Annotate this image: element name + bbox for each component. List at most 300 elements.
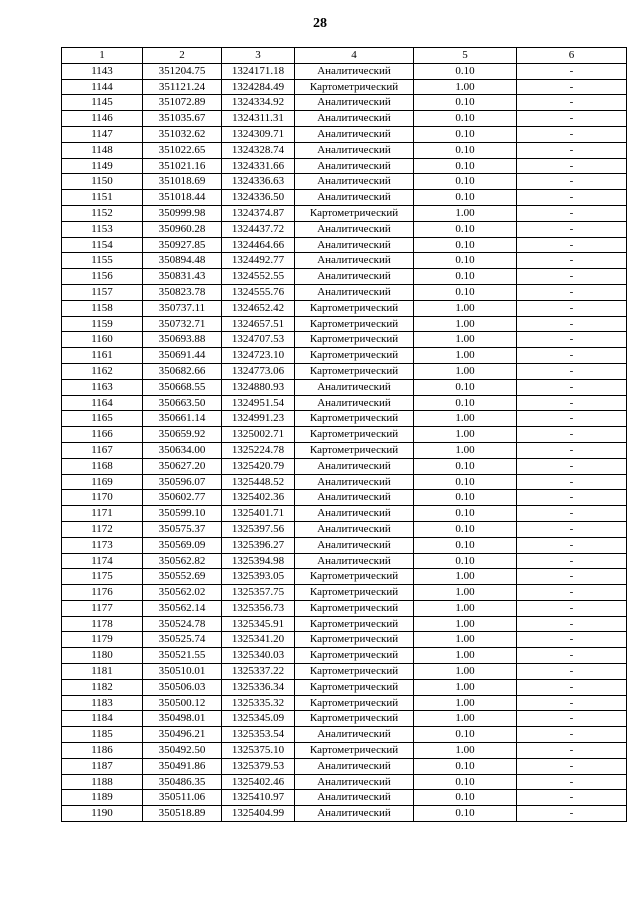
method-cell: Картометрический <box>295 300 414 316</box>
note-cell: - <box>517 806 627 822</box>
note-cell: - <box>517 126 627 142</box>
x-coordinate-cell: 351018.69 <box>143 174 222 190</box>
x-coordinate-cell: 350927.85 <box>143 237 222 253</box>
note-cell: - <box>517 300 627 316</box>
accuracy-cell: 1.00 <box>414 664 517 680</box>
accuracy-cell: 0.10 <box>414 506 517 522</box>
table-row <box>62 142 627 158</box>
point-number-cell: 1184 <box>62 711 143 727</box>
table-row <box>62 774 627 790</box>
note-cell: - <box>517 664 627 680</box>
method-cell: Картометрический <box>295 632 414 648</box>
note-cell: - <box>517 458 627 474</box>
x-coordinate-cell: 350596.07 <box>143 474 222 490</box>
note-cell: - <box>517 569 627 585</box>
table-header-row <box>62 48 627 64</box>
method-cell: Аналитический <box>295 506 414 522</box>
method-cell: Картометрический <box>295 442 414 458</box>
method-cell: Картометрический <box>295 616 414 632</box>
note-cell: - <box>517 237 627 253</box>
x-coordinate-cell: 350960.28 <box>143 221 222 237</box>
method-cell: Аналитический <box>295 174 414 190</box>
point-number-cell: 1183 <box>62 695 143 711</box>
note-cell: - <box>517 616 627 632</box>
accuracy-cell: 1.00 <box>414 679 517 695</box>
accuracy-cell: 0.10 <box>414 806 517 822</box>
accuracy-cell: 1.00 <box>414 632 517 648</box>
y-coordinate-cell: 1325379.53 <box>222 758 295 774</box>
y-coordinate-cell: 1325002.71 <box>222 427 295 443</box>
x-coordinate-cell: 351032.62 <box>143 126 222 142</box>
table-row <box>62 632 627 648</box>
x-coordinate-cell: 351204.75 <box>143 63 222 79</box>
y-coordinate-cell: 1324309.71 <box>222 126 295 142</box>
accuracy-cell: 0.10 <box>414 63 517 79</box>
table-row <box>62 569 627 585</box>
note-cell: - <box>517 553 627 569</box>
x-coordinate-cell: 350691.44 <box>143 348 222 364</box>
point-number-cell: 1182 <box>62 679 143 695</box>
note-cell: - <box>517 363 627 379</box>
y-coordinate-cell: 1325337.22 <box>222 664 295 680</box>
y-coordinate-cell: 1325420.79 <box>222 458 295 474</box>
point-number-cell: 1173 <box>62 537 143 553</box>
y-coordinate-cell: 1325335.32 <box>222 695 295 711</box>
x-coordinate-cell: 350492.50 <box>143 743 222 759</box>
y-coordinate-cell: 1324284.49 <box>222 79 295 95</box>
method-cell: Аналитический <box>295 111 414 127</box>
note-cell: - <box>517 490 627 506</box>
accuracy-cell: 1.00 <box>414 585 517 601</box>
note-cell: - <box>517 585 627 601</box>
accuracy-cell: 0.10 <box>414 126 517 142</box>
method-cell: Аналитический <box>295 521 414 537</box>
accuracy-cell: 0.10 <box>414 269 517 285</box>
point-number-cell: 1157 <box>62 284 143 300</box>
method-cell: Аналитический <box>295 553 414 569</box>
accuracy-cell: 0.10 <box>414 253 517 269</box>
method-cell: Картометрический <box>295 348 414 364</box>
accuracy-cell: 0.10 <box>414 774 517 790</box>
column-header: 6 <box>517 48 627 64</box>
x-coordinate-cell: 350732.71 <box>143 316 222 332</box>
note-cell: - <box>517 174 627 190</box>
column-header: 2 <box>143 48 222 64</box>
accuracy-cell: 1.00 <box>414 616 517 632</box>
x-coordinate-cell: 350569.09 <box>143 537 222 553</box>
point-number-cell: 1159 <box>62 316 143 332</box>
table-row <box>62 237 627 253</box>
accuracy-cell: 0.10 <box>414 142 517 158</box>
table-row <box>62 63 627 79</box>
x-coordinate-cell: 350634.00 <box>143 442 222 458</box>
method-cell: Аналитический <box>295 537 414 553</box>
point-number-cell: 1156 <box>62 269 143 285</box>
y-coordinate-cell: 1325356.73 <box>222 600 295 616</box>
point-number-cell: 1162 <box>62 363 143 379</box>
table-row <box>62 316 627 332</box>
note-cell: - <box>517 158 627 174</box>
table-row <box>62 553 627 569</box>
method-cell: Картометрический <box>295 743 414 759</box>
accuracy-cell: 0.10 <box>414 490 517 506</box>
note-cell: - <box>517 332 627 348</box>
y-coordinate-cell: 1325448.52 <box>222 474 295 490</box>
point-number-cell: 1148 <box>62 142 143 158</box>
x-coordinate-cell: 350737.11 <box>143 300 222 316</box>
y-coordinate-cell: 1325401.71 <box>222 506 295 522</box>
point-number-cell: 1147 <box>62 126 143 142</box>
x-coordinate-cell: 350500.12 <box>143 695 222 711</box>
x-coordinate-cell: 350518.89 <box>143 806 222 822</box>
table-row <box>62 363 627 379</box>
accuracy-cell: 1.00 <box>414 695 517 711</box>
point-number-cell: 1175 <box>62 569 143 585</box>
accuracy-cell: 0.10 <box>414 758 517 774</box>
y-coordinate-cell: 1324723.10 <box>222 348 295 364</box>
note-cell: - <box>517 506 627 522</box>
accuracy-cell: 0.10 <box>414 237 517 253</box>
y-coordinate-cell: 1324657.51 <box>222 316 295 332</box>
method-cell: Картометрический <box>295 79 414 95</box>
note-cell: - <box>517 758 627 774</box>
x-coordinate-cell: 351018.44 <box>143 190 222 206</box>
accuracy-cell: 0.10 <box>414 95 517 111</box>
note-cell: - <box>517 521 627 537</box>
method-cell: Аналитический <box>295 158 414 174</box>
point-number-cell: 1158 <box>62 300 143 316</box>
method-cell: Аналитический <box>295 790 414 806</box>
accuracy-cell: 1.00 <box>414 363 517 379</box>
note-cell: - <box>517 600 627 616</box>
point-number-cell: 1144 <box>62 79 143 95</box>
y-coordinate-cell: 1325345.91 <box>222 616 295 632</box>
method-cell: Картометрический <box>295 427 414 443</box>
x-coordinate-cell: 351022.65 <box>143 142 222 158</box>
y-coordinate-cell: 1325353.54 <box>222 727 295 743</box>
y-coordinate-cell: 1324334.92 <box>222 95 295 111</box>
table-row <box>62 727 627 743</box>
table-row <box>62 111 627 127</box>
y-coordinate-cell: 1324652.42 <box>222 300 295 316</box>
accuracy-cell: 1.00 <box>414 205 517 221</box>
point-number-cell: 1169 <box>62 474 143 490</box>
y-coordinate-cell: 1325345.09 <box>222 711 295 727</box>
table-row <box>62 616 627 632</box>
x-coordinate-cell: 350599.10 <box>143 506 222 522</box>
method-cell: Аналитический <box>295 379 414 395</box>
x-coordinate-cell: 350562.14 <box>143 600 222 616</box>
method-cell: Картометрический <box>295 569 414 585</box>
method-cell: Аналитический <box>295 727 414 743</box>
note-cell: - <box>517 442 627 458</box>
table-row <box>62 442 627 458</box>
y-coordinate-cell: 1325410.97 <box>222 790 295 806</box>
accuracy-cell: 0.10 <box>414 174 517 190</box>
accuracy-cell: 1.00 <box>414 442 517 458</box>
table-row <box>62 743 627 759</box>
table-row <box>62 79 627 95</box>
point-number-cell: 1164 <box>62 395 143 411</box>
table-row <box>62 600 627 616</box>
x-coordinate-cell: 350661.14 <box>143 411 222 427</box>
table-row <box>62 174 627 190</box>
y-coordinate-cell: 1324492.77 <box>222 253 295 269</box>
method-cell: Картометрический <box>295 332 414 348</box>
table-row <box>62 411 627 427</box>
note-cell: - <box>517 379 627 395</box>
table-row <box>62 269 627 285</box>
accuracy-cell: 1.00 <box>414 79 517 95</box>
note-cell: - <box>517 727 627 743</box>
note-cell: - <box>517 427 627 443</box>
point-number-cell: 1178 <box>62 616 143 632</box>
table-row <box>62 585 627 601</box>
method-cell: Картометрический <box>295 648 414 664</box>
note-cell: - <box>517 648 627 664</box>
page-number: 28 <box>313 16 327 31</box>
y-coordinate-cell: 1324171.18 <box>222 63 295 79</box>
x-coordinate-cell: 350663.50 <box>143 395 222 411</box>
accuracy-cell: 1.00 <box>414 427 517 443</box>
accuracy-cell: 1.00 <box>414 600 517 616</box>
x-coordinate-cell: 350552.69 <box>143 569 222 585</box>
point-number-cell: 1177 <box>62 600 143 616</box>
table-row <box>62 158 627 174</box>
x-coordinate-cell: 350498.01 <box>143 711 222 727</box>
table-row <box>62 300 627 316</box>
table-row <box>62 679 627 695</box>
note-cell: - <box>517 474 627 490</box>
y-coordinate-cell: 1324555.76 <box>222 284 295 300</box>
y-coordinate-cell: 1324311.31 <box>222 111 295 127</box>
y-coordinate-cell: 1325375.10 <box>222 743 295 759</box>
y-coordinate-cell: 1324880.93 <box>222 379 295 395</box>
accuracy-cell: 0.10 <box>414 458 517 474</box>
table-row <box>62 95 627 111</box>
note-cell: - <box>517 790 627 806</box>
point-number-cell: 1165 <box>62 411 143 427</box>
accuracy-cell: 1.00 <box>414 411 517 427</box>
x-coordinate-cell: 350823.78 <box>143 284 222 300</box>
method-cell: Картометрический <box>295 711 414 727</box>
table-row <box>62 474 627 490</box>
point-number-cell: 1171 <box>62 506 143 522</box>
point-number-cell: 1180 <box>62 648 143 664</box>
y-coordinate-cell: 1324336.63 <box>222 174 295 190</box>
x-coordinate-cell: 350496.21 <box>143 727 222 743</box>
y-coordinate-cell: 1324552.55 <box>222 269 295 285</box>
y-coordinate-cell: 1324328.74 <box>222 142 295 158</box>
point-number-cell: 1151 <box>62 190 143 206</box>
accuracy-cell: 0.10 <box>414 379 517 395</box>
note-cell: - <box>517 63 627 79</box>
method-cell: Аналитический <box>295 490 414 506</box>
method-cell: Аналитический <box>295 758 414 774</box>
note-cell: - <box>517 743 627 759</box>
method-cell: Картометрический <box>295 600 414 616</box>
note-cell: - <box>517 774 627 790</box>
note-cell: - <box>517 679 627 695</box>
method-cell: Картометрический <box>295 585 414 601</box>
column-header: 3 <box>222 48 295 64</box>
note-cell: - <box>517 632 627 648</box>
method-cell: Картометрический <box>295 205 414 221</box>
point-number-cell: 1161 <box>62 348 143 364</box>
table-row <box>62 379 627 395</box>
point-number-cell: 1174 <box>62 553 143 569</box>
x-coordinate-cell: 350831.43 <box>143 269 222 285</box>
note-cell: - <box>517 95 627 111</box>
y-coordinate-cell: 1325393.05 <box>222 569 295 585</box>
y-coordinate-cell: 1324331.66 <box>222 158 295 174</box>
column-header: 1 <box>62 48 143 64</box>
column-header: 5 <box>414 48 517 64</box>
x-coordinate-cell: 350999.98 <box>143 205 222 221</box>
note-cell: - <box>517 253 627 269</box>
point-number-cell: 1160 <box>62 332 143 348</box>
accuracy-cell: 1.00 <box>414 743 517 759</box>
point-number-cell: 1172 <box>62 521 143 537</box>
accuracy-cell: 0.10 <box>414 537 517 553</box>
point-number-cell: 1187 <box>62 758 143 774</box>
x-coordinate-cell: 350521.55 <box>143 648 222 664</box>
table-row <box>62 221 627 237</box>
accuracy-cell: 1.00 <box>414 300 517 316</box>
note-cell: - <box>517 348 627 364</box>
note-cell: - <box>517 411 627 427</box>
y-coordinate-cell: 1325340.03 <box>222 648 295 664</box>
point-number-cell: 1170 <box>62 490 143 506</box>
note-cell: - <box>517 221 627 237</box>
accuracy-cell: 1.00 <box>414 648 517 664</box>
accuracy-cell: 0.10 <box>414 521 517 537</box>
y-coordinate-cell: 1324464.66 <box>222 237 295 253</box>
table-row <box>62 711 627 727</box>
accuracy-cell: 0.10 <box>414 190 517 206</box>
point-number-cell: 1186 <box>62 743 143 759</box>
note-cell: - <box>517 695 627 711</box>
point-number-cell: 1154 <box>62 237 143 253</box>
x-coordinate-cell: 350506.03 <box>143 679 222 695</box>
y-coordinate-cell: 1325396.27 <box>222 537 295 553</box>
y-coordinate-cell: 1324707.53 <box>222 332 295 348</box>
x-coordinate-cell: 351035.67 <box>143 111 222 127</box>
x-coordinate-cell: 351072.89 <box>143 95 222 111</box>
method-cell: Аналитический <box>295 774 414 790</box>
x-coordinate-cell: 350524.78 <box>143 616 222 632</box>
point-number-cell: 1176 <box>62 585 143 601</box>
y-coordinate-cell: 1325336.34 <box>222 679 295 695</box>
x-coordinate-cell: 350894.48 <box>143 253 222 269</box>
table-row <box>62 348 627 364</box>
note-cell: - <box>517 142 627 158</box>
y-coordinate-cell: 1325402.46 <box>222 774 295 790</box>
accuracy-cell: 0.10 <box>414 727 517 743</box>
method-cell: Картометрический <box>295 411 414 427</box>
method-cell: Аналитический <box>295 806 414 822</box>
point-number-cell: 1188 <box>62 774 143 790</box>
table-row <box>62 190 627 206</box>
x-coordinate-cell: 350693.88 <box>143 332 222 348</box>
table-row <box>62 458 627 474</box>
y-coordinate-cell: 1325404.99 <box>222 806 295 822</box>
accuracy-cell: 1.00 <box>414 569 517 585</box>
point-number-cell: 1146 <box>62 111 143 127</box>
x-coordinate-cell: 350562.82 <box>143 553 222 569</box>
method-cell: Аналитический <box>295 63 414 79</box>
table-row <box>62 648 627 664</box>
y-coordinate-cell: 1324991.23 <box>222 411 295 427</box>
x-coordinate-cell: 350659.92 <box>143 427 222 443</box>
method-cell: Аналитический <box>295 95 414 111</box>
point-number-cell: 1167 <box>62 442 143 458</box>
accuracy-cell: 0.10 <box>414 553 517 569</box>
method-cell: Картометрический <box>295 664 414 680</box>
table-row <box>62 253 627 269</box>
accuracy-cell: 0.10 <box>414 474 517 490</box>
y-coordinate-cell: 1325402.36 <box>222 490 295 506</box>
x-coordinate-cell: 350602.77 <box>143 490 222 506</box>
point-number-cell: 1181 <box>62 664 143 680</box>
point-number-cell: 1190 <box>62 806 143 822</box>
accuracy-cell: 0.10 <box>414 111 517 127</box>
y-coordinate-cell: 1324437.72 <box>222 221 295 237</box>
column-header: 4 <box>295 48 414 64</box>
point-number-cell: 1152 <box>62 205 143 221</box>
point-number-cell: 1185 <box>62 727 143 743</box>
note-cell: - <box>517 269 627 285</box>
x-coordinate-cell: 350510.01 <box>143 664 222 680</box>
accuracy-cell: 0.10 <box>414 284 517 300</box>
method-cell: Аналитический <box>295 237 414 253</box>
x-coordinate-cell: 351121.24 <box>143 79 222 95</box>
y-coordinate-cell: 1324336.50 <box>222 190 295 206</box>
note-cell: - <box>517 79 627 95</box>
point-number-cell: 1145 <box>62 95 143 111</box>
point-number-cell: 1163 <box>62 379 143 395</box>
x-coordinate-cell: 350627.20 <box>143 458 222 474</box>
x-coordinate-cell: 350525.74 <box>143 632 222 648</box>
method-cell: Аналитический <box>295 221 414 237</box>
y-coordinate-cell: 1324374.87 <box>222 205 295 221</box>
method-cell: Картометрический <box>295 316 414 332</box>
point-number-cell: 1189 <box>62 790 143 806</box>
point-number-cell: 1179 <box>62 632 143 648</box>
point-number-cell: 1153 <box>62 221 143 237</box>
x-coordinate-cell: 350682.66 <box>143 363 222 379</box>
method-cell: Аналитический <box>295 395 414 411</box>
coordinates-table <box>61 47 627 822</box>
y-coordinate-cell: 1324951.54 <box>222 395 295 411</box>
table-row <box>62 284 627 300</box>
method-cell: Аналитический <box>295 458 414 474</box>
y-coordinate-cell: 1325397.56 <box>222 521 295 537</box>
point-number-cell: 1150 <box>62 174 143 190</box>
table-row <box>62 506 627 522</box>
accuracy-cell: 1.00 <box>414 332 517 348</box>
table-row <box>62 126 627 142</box>
y-coordinate-cell: 1325357.75 <box>222 585 295 601</box>
method-cell: Аналитический <box>295 474 414 490</box>
method-cell: Аналитический <box>295 253 414 269</box>
accuracy-cell: 0.10 <box>414 790 517 806</box>
y-coordinate-cell: 1325394.98 <box>222 553 295 569</box>
method-cell: Аналитический <box>295 269 414 285</box>
point-number-cell: 1166 <box>62 427 143 443</box>
accuracy-cell: 1.00 <box>414 316 517 332</box>
table-row <box>62 806 627 822</box>
